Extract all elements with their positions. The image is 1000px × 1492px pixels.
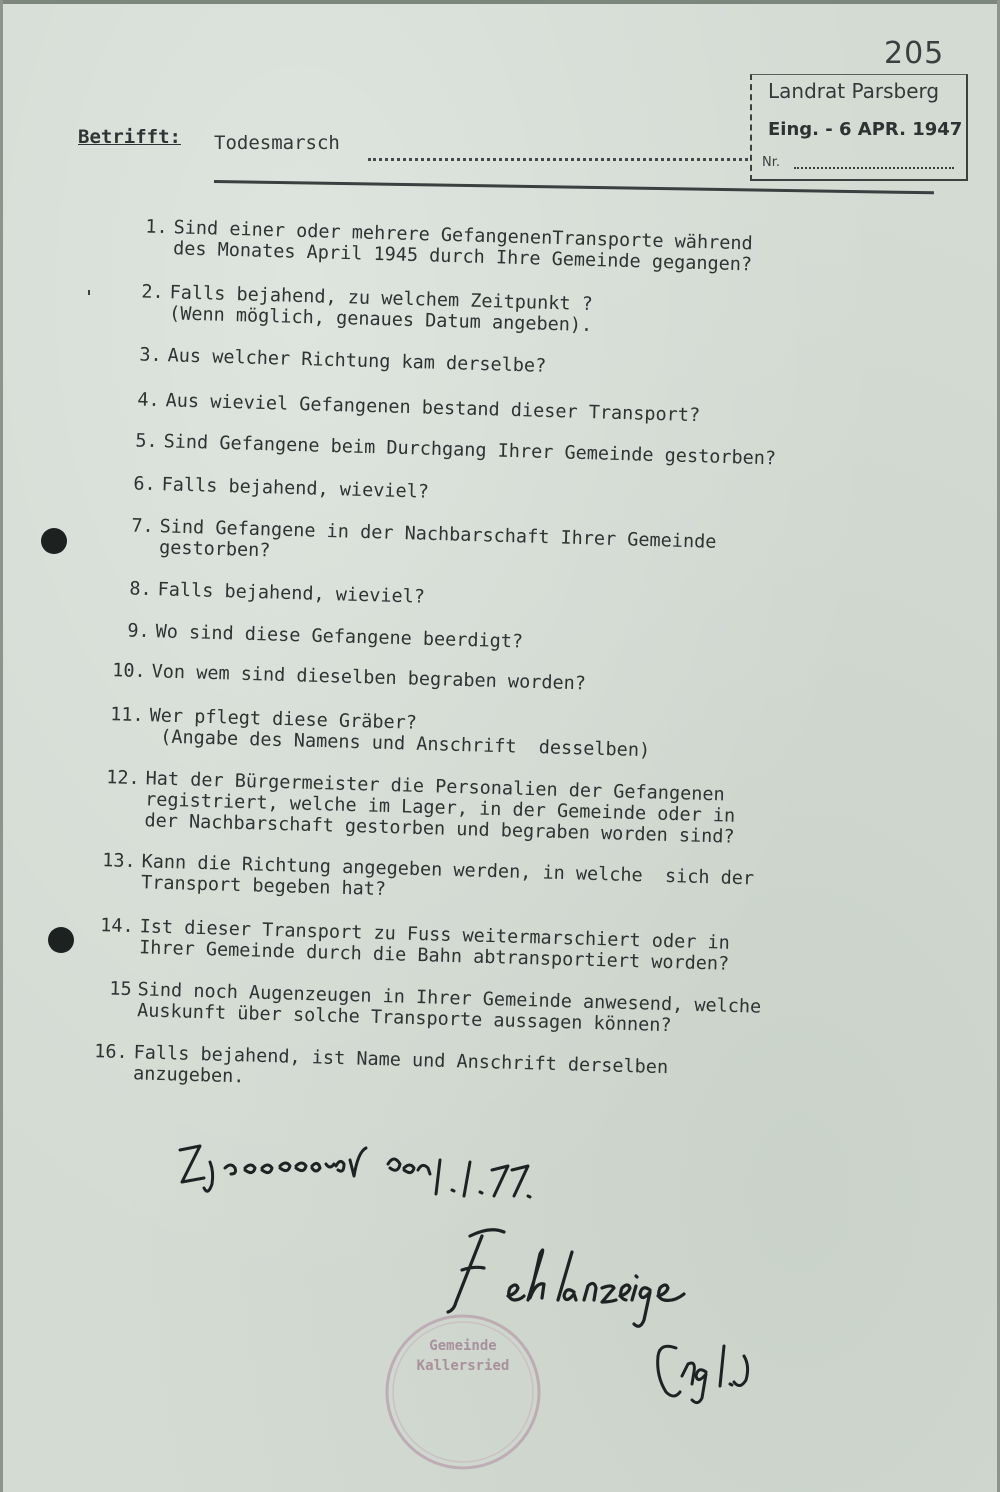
- subject-dotted-line: [368, 158, 748, 161]
- question-2: [123, 281, 593, 336]
- question-text: Falls bejahend, zu welchem Zeitpunkt ? (Wenn möglich, genaues Datum angeben).: [168, 282, 594, 337]
- question-12: [98, 767, 736, 848]
- question-number: 12.: [105, 767, 140, 790]
- question-15: [91, 978, 762, 1039]
- question-text: Falls bejahend, wieviel?: [161, 474, 430, 503]
- question-13: [95, 850, 755, 910]
- question-text: Aus welcher Richtung kam derselbe?: [167, 345, 547, 377]
- question-text: Sind Gefangene in der Nachbarschaft Ihrer Gemeinde gestorben?: [158, 516, 717, 562]
- question-number: 8.: [129, 578, 152, 601]
- question-number: 4.: [137, 389, 160, 412]
- handwritten-place-date: [180, 1146, 530, 1197]
- stamp-line-2: Kallersried: [416, 1358, 510, 1374]
- question-number: 15: [109, 978, 132, 1001]
- question-number: 11.: [109, 704, 144, 727]
- stamp-line-1: Gemeinde: [429, 1338, 497, 1354]
- question-16: [87, 1041, 669, 1099]
- question-number: 2.: [141, 281, 164, 304]
- round-municipal-stamp: [387, 1316, 539, 1468]
- handwritten-signature-text: [0, 0, 1, 1]
- question-text: Wer pflegt diese Gräber? (Angabe des Namens und Anschrift desselben): [148, 705, 651, 762]
- stamp-nr-dotted-line: [794, 167, 954, 169]
- handwritten-signature: [658, 1346, 748, 1403]
- question-text: Sind noch Augenzeugen in Ihrer Gemeinde anwesend, welche Auskunft über solche Transporte aussagen können?: [136, 979, 762, 1037]
- question-9: [109, 620, 523, 653]
- header-rule: [214, 180, 934, 194]
- question-text: Falls bejahend, ist Name und Anschrift derselben anzugeben.: [132, 1042, 669, 1088]
- question-number: 5.: [135, 430, 158, 453]
- question-11: [103, 704, 651, 761]
- question-number: 1.: [145, 216, 168, 239]
- question-number: 6.: [133, 473, 156, 496]
- question-1: [127, 216, 753, 275]
- question-number: 9.: [127, 620, 150, 643]
- question-text: Kann die Richtung angegeben werden, in welche sich der Transport begeben hat?: [140, 851, 755, 901]
- stamp-received-date: Eing. - 6 APR. 1947: [768, 119, 963, 140]
- question-3: [121, 344, 546, 377]
- question-text: Hat der Bürgermeister die Personalien der Gefangenen registriert, welche im Lager, in der Gemeinde oder in der Nachbarschaft gestorben und begraben worden sind?: [144, 768, 736, 848]
- question-number: 3.: [139, 344, 162, 367]
- margin-mark: [88, 290, 90, 295]
- question-14: [93, 915, 730, 975]
- question-text: Sind einer oder mehrere GefangenenTransporte während des Monates April 1945 durch Ihre Gemeinde gegangen?: [172, 217, 753, 276]
- stamp-office: Landrat Parsberg: [768, 79, 940, 103]
- page-number: 205: [884, 36, 945, 71]
- question-text: Sind Gefangene beim Durchgang Ihrer Gemeinde gestorben?: [163, 431, 777, 470]
- page-edge-left: [0, 0, 3, 1492]
- question-text: Ist dieser Transport zu Fuss weitermarschiert oder in Ihrer Gemeinde durch die Bahn abtransportiert worden?: [138, 916, 731, 975]
- question-8: [111, 578, 425, 608]
- punch-hole-upper: [41, 528, 67, 554]
- question-number: 16.: [93, 1041, 128, 1064]
- question-text: Aus wieviel Gefangenen bestand dieser Transport?: [165, 390, 701, 427]
- question-4: [119, 389, 700, 426]
- punch-hole-lower: [48, 927, 74, 953]
- handwritten-answer: [448, 1230, 684, 1327]
- question-6: [115, 473, 429, 503]
- page-edge-top: [0, 0, 1000, 4]
- received-stamp: [750, 74, 968, 181]
- question-10: [105, 660, 586, 694]
- question-text: Wo sind diese Gefangene beerdigt?: [155, 621, 524, 653]
- question-5: [117, 430, 776, 469]
- question-text: Von wem sind dieselben begraben worden?: [151, 661, 587, 695]
- subject-value: Todesmarsch: [214, 132, 340, 154]
- question-text: Falls bejahend, wieviel?: [157, 579, 426, 608]
- question-number: 13.: [101, 850, 136, 873]
- question-7: [113, 515, 717, 574]
- stamp-nr-label: Nr.: [762, 155, 781, 170]
- subject-label: Betrifft:: [78, 126, 181, 148]
- question-number: 7.: [131, 515, 154, 538]
- question-number: 14.: [99, 915, 134, 938]
- question-number: 10.: [111, 660, 146, 683]
